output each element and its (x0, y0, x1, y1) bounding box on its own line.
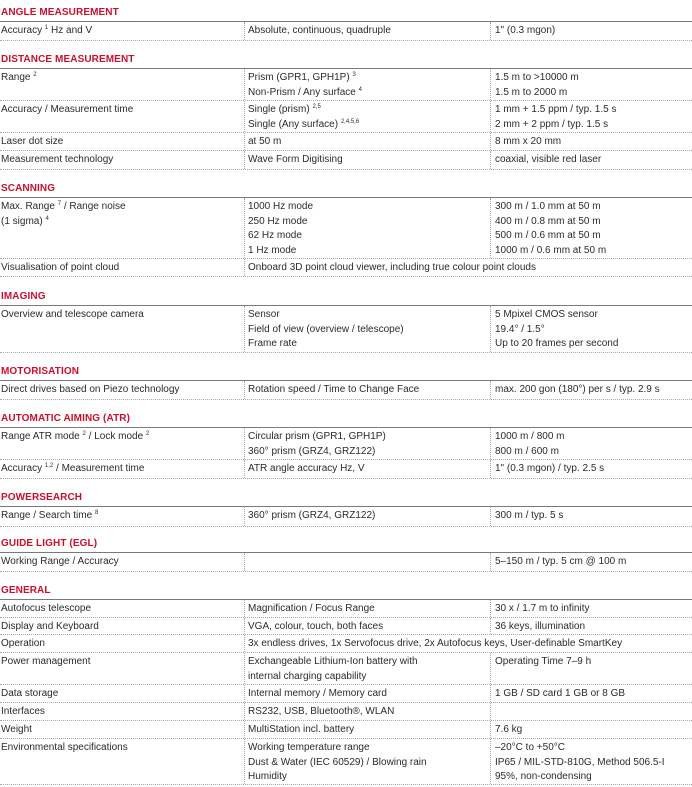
footnote-ref: 2 (145, 431, 150, 437)
spec-label (1, 71, 239, 86)
cell-line: Non-Prism / Any surface $^4$ (248, 86, 362, 98)
cell-line: Range $^2$ (1, 72, 37, 83)
spec-label (1, 383, 239, 398)
cell-line: Rotation speed / Time to Change Face (248, 384, 420, 395)
column-separator (244, 553, 245, 571)
section-title: DISTANCE MEASUREMENT (1, 54, 135, 65)
spec-row (0, 618, 692, 635)
cell-line: 360° prism (GRZ4, GRZ122) (248, 510, 376, 521)
column-separator (490, 703, 491, 720)
footnote-ref: 2 (33, 72, 37, 78)
spec-condition (248, 620, 488, 635)
cell-line: Range / Search time $^8$ (1, 510, 99, 521)
cell-line: Absolute, continuous, quadruple (248, 25, 391, 36)
spec-value (495, 741, 691, 785)
cell-line: 5 Mpixel CMOS sensor (495, 309, 598, 320)
section-title: MOTORISATION (1, 366, 80, 377)
column-separator (490, 721, 491, 738)
spec-row (0, 22, 692, 41)
cell-line: Operating Time 7–9 h (495, 656, 592, 667)
spec-label (1, 687, 239, 702)
cell-line: RS232, USB, Bluetooth®, WLAN (248, 706, 395, 717)
cell-line: Exchangeable Lithium-Ion battery with (248, 656, 418, 667)
cell-line: 1000 m / 0.6 mm at 50 m (495, 244, 607, 256)
spec-value (495, 383, 691, 398)
column-separator (490, 553, 491, 571)
spec-row (0, 553, 692, 572)
spec-condition (248, 200, 488, 258)
spec-label (1, 153, 239, 168)
cell-line: Power management (1, 656, 91, 667)
cell-line: Visualisation of point cloud (1, 262, 120, 273)
cell-line: VGA, colour, touch, both faces (248, 621, 384, 632)
spec-label (1, 555, 239, 570)
column-separator (244, 381, 245, 399)
spec-label (1, 509, 239, 524)
spec-value-wide: 3x endless drives, 1x Servofocus drive, 2x Autofocus keys, User-definable SmartKey (248, 638, 623, 649)
spec-label (1, 261, 239, 276)
column-separator (244, 22, 245, 40)
column-separator (244, 618, 245, 634)
spec-row (0, 721, 692, 739)
spec-value (495, 24, 691, 39)
column-separator (490, 381, 491, 399)
cell-line: 7.6 kg (495, 724, 523, 735)
column-separator (490, 22, 491, 40)
spec-label (1, 24, 239, 39)
spec-condition (248, 135, 488, 150)
cell-line: 300 m / 1.0 mm at 50 m (495, 201, 601, 212)
spec-value (495, 308, 691, 352)
spec-condition (248, 555, 488, 570)
section-title: SCANNING (1, 183, 56, 194)
spec-value (495, 509, 691, 524)
spec-condition (248, 383, 488, 398)
spec-condition (248, 430, 488, 459)
spec-condition (248, 24, 488, 39)
cell-line: 36 keys, illumination (495, 621, 586, 632)
spec-row (0, 653, 692, 685)
spec-row (0, 133, 692, 151)
cell-line: Single (prism) $^{2,5}$ (248, 104, 321, 115)
cell-line: Accuracy $^1$ Hz and V (1, 25, 93, 36)
cell-line: 2 mm + 2 ppm / typ. 1.5 s (495, 118, 609, 130)
cell-line: Max. Range $^7$ / Range noise (1, 201, 126, 212)
spec-row (0, 507, 692, 527)
column-separator (490, 739, 491, 784)
cell-line: Frame rate (248, 338, 297, 349)
spec-value (495, 555, 691, 570)
spec-row (0, 151, 692, 170)
cell-line: Internal memory / Memory card (248, 688, 387, 699)
spec-row (0, 259, 692, 277)
spec-condition (248, 103, 488, 132)
spec-label (1, 620, 239, 635)
cell-line: Weight (1, 724, 32, 735)
cell-line: Field of view (overview / telescope) (248, 323, 404, 335)
spec-label (1, 135, 239, 150)
cell-line: Dust & Water (IEC 60529) / Blowing rain (248, 756, 427, 768)
column-separator (490, 653, 491, 684)
column-separator (490, 600, 491, 617)
cell-line: Single (Any surface) $^{2,4,5,6}$ (248, 118, 360, 130)
spec-label (1, 308, 239, 323)
cell-line: 1.5 m to >10000 m (495, 72, 579, 83)
cell-line: 62 Hz mode (248, 230, 302, 241)
cell-line: Overview and telescope camera (1, 309, 144, 320)
spec-label (1, 103, 239, 118)
column-separator (244, 600, 245, 617)
spec-value (495, 723, 691, 738)
column-separator (490, 133, 491, 150)
spec-row (0, 600, 692, 618)
cell-line: Display and Keyboard (1, 621, 99, 632)
cell-line (248, 555, 488, 570)
cell-line: 19.4° / 1.5° (495, 323, 545, 335)
cell-line: IP65 / MIL-STD-810G, Method 506.5-I (495, 756, 665, 768)
spec-condition (248, 462, 488, 477)
spec-label (1, 741, 239, 756)
cell-line: 500 m / 0.6 mm at 50 m (495, 230, 601, 241)
cell-line: Accuracy / Measurement time (1, 104, 134, 115)
column-separator (490, 69, 491, 100)
spec-row (0, 69, 692, 101)
spec-value (495, 103, 691, 132)
column-separator (490, 685, 491, 702)
column-separator (490, 507, 491, 526)
column-separator (244, 635, 245, 652)
column-separator (490, 428, 491, 459)
cell-line: max. 200 gon (180°) per s / typ. 2.9 s (495, 384, 660, 395)
spec-label (1, 200, 239, 229)
spec-condition (248, 723, 488, 738)
spec-value (495, 200, 691, 258)
cell-line: 1000 Hz mode (248, 201, 314, 212)
column-separator (244, 685, 245, 702)
cell-line: –20°C to +50°C (495, 742, 565, 753)
spec-row (0, 428, 692, 460)
cell-line (495, 705, 691, 720)
cell-line: 1 GB / SD card 1 GB or 8 GB (495, 688, 626, 699)
footnote-ref: 1 (44, 25, 49, 31)
spec-row (0, 381, 692, 400)
cell-line: 30 x / 1.7 m to infinity (495, 603, 590, 614)
cell-line: 5–150 m / typ. 5 cm @ 100 m (495, 556, 627, 567)
cell-line: ATR angle accuracy Hz, V (248, 463, 365, 474)
section-title: GENERAL (1, 585, 51, 596)
column-separator (244, 428, 245, 459)
column-separator (244, 739, 245, 784)
cell-line: Autofocus telescope (1, 603, 92, 614)
spec-value (495, 430, 691, 459)
spec-value (495, 153, 691, 168)
column-separator (244, 259, 245, 276)
spec-row (0, 703, 692, 721)
cell-line: 8 mm x 20 mm (495, 136, 562, 147)
spec-condition (248, 741, 488, 785)
cell-line: (1 sigma) $^4$ (1, 215, 49, 227)
cell-line: Humidity (248, 771, 287, 782)
column-separator (244, 653, 245, 684)
spec-value (495, 135, 691, 150)
column-separator (244, 198, 245, 258)
spec-label (1, 705, 239, 720)
cell-line: Measurement technology (1, 154, 114, 165)
cell-line: coaxial, visible red laser (495, 154, 602, 165)
column-separator (244, 133, 245, 150)
spec-condition (248, 71, 488, 100)
spec-value (495, 620, 691, 635)
footnote-ref: 7 (57, 201, 62, 207)
column-separator (244, 507, 245, 526)
column-separator (244, 460, 245, 478)
cell-line: 300 m / typ. 5 s (495, 510, 564, 521)
cell-line: Operation (1, 638, 45, 649)
column-separator (490, 151, 491, 169)
cell-line: 250 Hz mode (248, 215, 308, 227)
cell-line: 1" (0.3 mgon) / typ. 2.5 s (495, 463, 605, 474)
cell-line: Interfaces (1, 706, 45, 717)
spec-label (1, 637, 239, 652)
cell-line: internal charging capability (248, 670, 367, 682)
cell-line: Prism (GPR1, GPH1P) $^3$ (248, 72, 356, 83)
column-separator (490, 618, 491, 634)
spec-value (495, 687, 691, 702)
column-separator (244, 101, 245, 132)
cell-line: Range ATR mode $^2$ / Lock mode $^2$ (1, 431, 150, 442)
section-title: ANGLE MEASUREMENT (1, 7, 119, 18)
cell-line: Environmental specifications (1, 742, 128, 753)
section-title: IMAGING (1, 291, 46, 302)
cell-line: Wave Form Digitising (248, 154, 343, 165)
section-title: GUIDE LIGHT (EGL) (1, 538, 98, 549)
column-separator (244, 306, 245, 352)
cell-line: 95%, non-condensing (495, 771, 592, 782)
spec-row (0, 101, 692, 133)
cell-line: 1.5 m to 2000 m (495, 86, 568, 98)
spec-condition (248, 308, 488, 352)
spec-label (1, 602, 239, 617)
cell-line: at 50 m (248, 136, 282, 147)
spec-row (0, 685, 692, 703)
spec-value (495, 655, 691, 670)
column-separator (244, 703, 245, 720)
cell-line: 800 m / 600 m (495, 445, 559, 457)
footnote-ref: 2,4,5,6 (340, 118, 360, 125)
footnote-ref: 8 (94, 510, 99, 516)
spec-row (0, 306, 692, 353)
cell-line: Magnification / Focus Range (248, 603, 375, 614)
cell-line: 400 m / 0.8 mm at 50 m (495, 215, 601, 227)
cell-line: Sensor (248, 309, 280, 320)
spec-condition (248, 705, 488, 720)
spec-label (1, 430, 239, 445)
spec-condition (248, 687, 488, 702)
spec-value (495, 602, 691, 617)
column-separator (244, 721, 245, 738)
cell-line: Direct drives based on Piezo technology (1, 384, 180, 395)
cell-line: 1000 m / 800 m (495, 431, 565, 442)
footnote-ref: 2,5 (312, 104, 321, 110)
cell-line: 1" (0.3 mgon) (495, 25, 556, 36)
column-separator (490, 198, 491, 258)
cell-line: Laser dot size (1, 136, 64, 147)
spec-condition (248, 153, 488, 168)
column-separator (490, 306, 491, 352)
cell-line: MultiStation incl. battery (248, 724, 355, 735)
cell-line: Circular prism (GPR1, GPH1P) (248, 431, 386, 442)
footnote-ref: 1,2 (44, 463, 54, 469)
spec-condition (248, 655, 488, 684)
spec-row (0, 198, 692, 259)
cell-line: 1 Hz mode (248, 244, 297, 256)
cell-line: 1 mm + 1.5 ppm / typ. 1.5 s (495, 104, 617, 115)
cell-line: Working Range / Accuracy (1, 556, 119, 567)
footnote-ref: 4 (358, 86, 362, 93)
spec-value (495, 71, 691, 100)
cell-line: Up to 20 frames per second (495, 338, 619, 349)
footnote-ref: 3 (352, 72, 356, 78)
column-separator (244, 151, 245, 169)
cell-line: 360° prism (GRZ4, GRZ122) (248, 445, 376, 457)
column-separator (490, 460, 491, 478)
footnote-ref: 4 (45, 215, 49, 222)
section-title: AUTOMATIC AIMING (ATR) (1, 413, 131, 424)
spec-row (0, 635, 692, 653)
spec-value (495, 462, 691, 477)
cell-line: Data storage (1, 688, 59, 699)
spec-value-wide: Onboard 3D point cloud viewer, including true colour point clouds (248, 262, 536, 273)
spec-label (1, 723, 239, 738)
spec-row (0, 460, 692, 479)
spec-label (1, 655, 239, 670)
spec-condition (248, 602, 488, 617)
footnote-ref: 2 (82, 431, 86, 437)
cell-line: Accuracy $^{1,2}$ / Measurement time (1, 463, 145, 474)
spec-condition (248, 509, 488, 524)
column-separator (490, 101, 491, 132)
section-title: POWERSEARCH (1, 492, 83, 503)
spec-label (1, 462, 239, 477)
spec-value (495, 705, 691, 720)
spec-row (0, 739, 692, 785)
cell-line: Working temperature range (248, 742, 370, 753)
column-separator (244, 69, 245, 100)
